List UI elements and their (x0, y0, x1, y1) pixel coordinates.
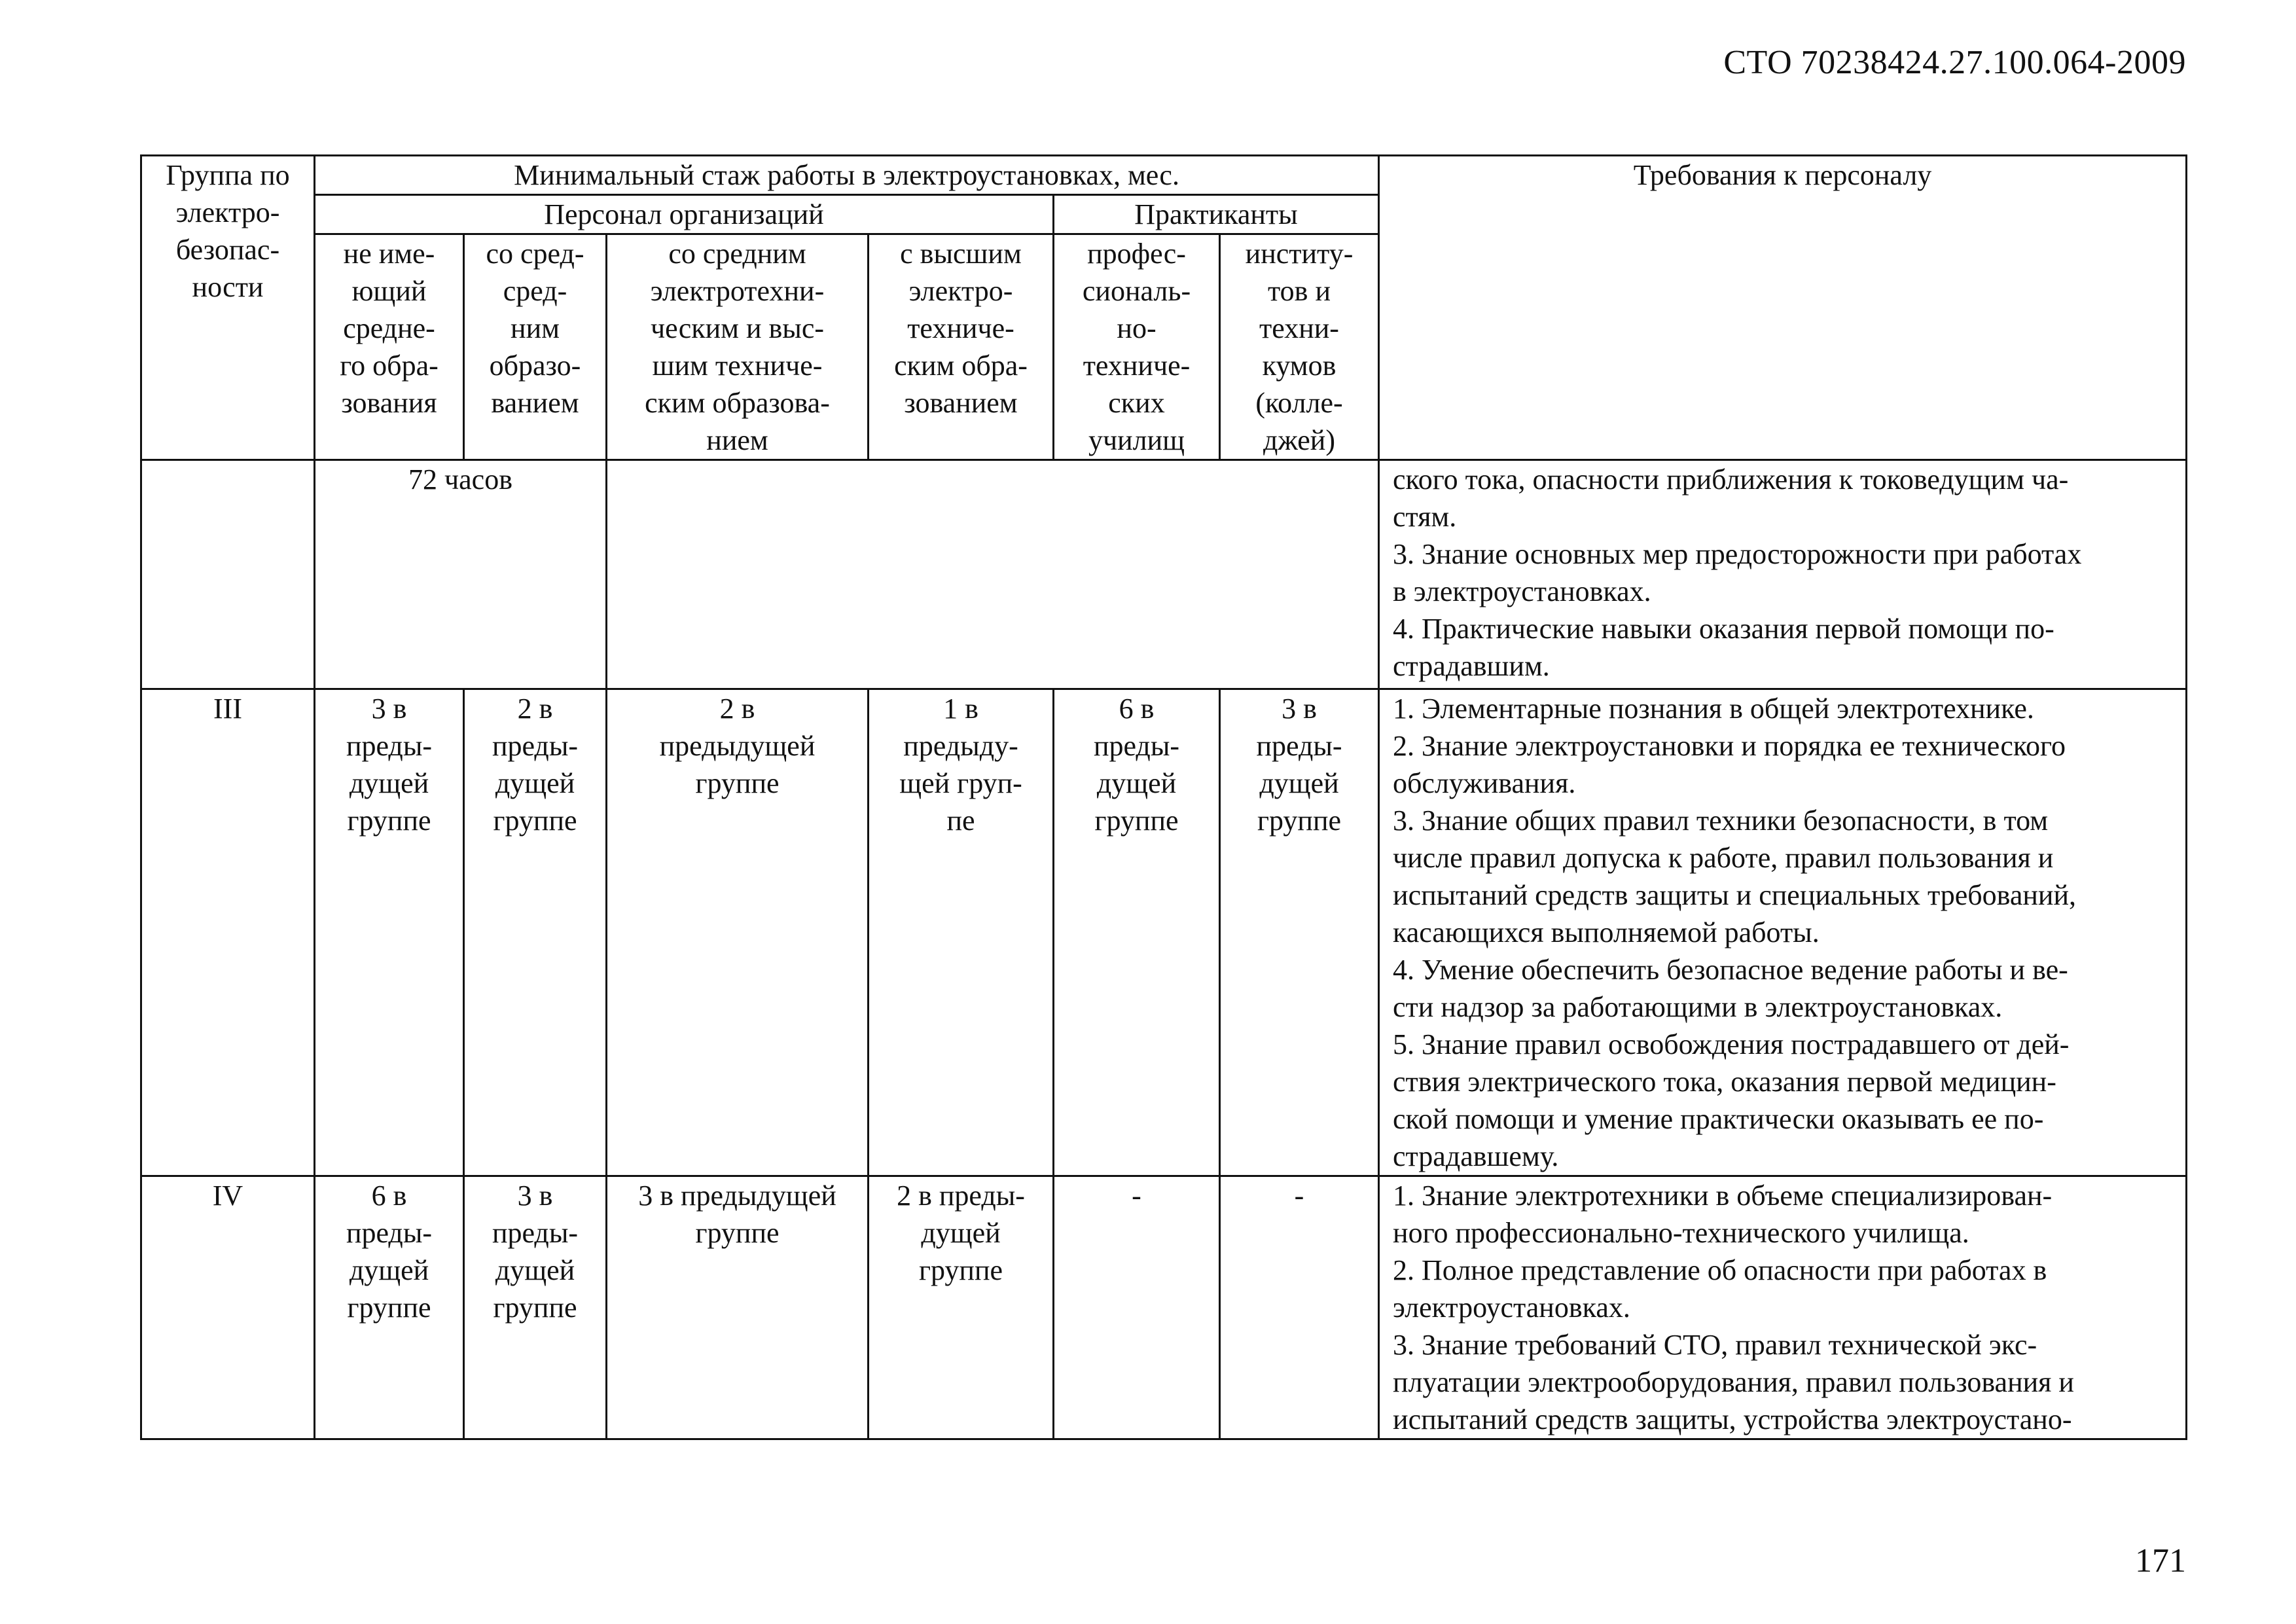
text-line: 4. Умение обеспечить безопасное ведение работы и ве- (1393, 954, 2068, 986)
experience-cell (607, 689, 869, 1176)
text-line: группе (347, 1291, 431, 1324)
text-line: сти надзор за работающими в электроустановках. (1393, 991, 2003, 1023)
text-line: страдавшим. (1393, 650, 1550, 682)
text-line: ским обра- (894, 350, 1028, 382)
experience-cell (1054, 1176, 1220, 1439)
text-line: группе (695, 767, 780, 799)
text-line: 3. Знание требований СТО, правил технической экс- (1393, 1329, 2037, 1361)
text-line: тов и (1268, 275, 1331, 307)
text-line: - (1294, 1180, 1304, 1212)
text-line: в электроустановках. (1393, 575, 1651, 607)
trainees-header: Практиканты (1054, 195, 1379, 234)
text-line: группе (347, 804, 431, 837)
text-line: 2 в (517, 693, 553, 725)
text-line: электротехни- (650, 275, 825, 307)
requirements-cell (1379, 689, 2187, 1176)
text-line: 4. Практические навыки оказания первой помощи по- (1393, 613, 2054, 645)
table-row (141, 460, 2187, 689)
page-number: 171 (2135, 1542, 2186, 1579)
text-line: сред- (503, 275, 567, 307)
text-line: испытаний средств защиты, устройства электроустано- (1393, 1403, 2072, 1435)
text-line: кумов (1262, 350, 1336, 382)
text-line: со средним (668, 238, 806, 270)
col-header-higher-tech (869, 234, 1054, 460)
text-line: преды- (492, 1217, 579, 1249)
group-column-header: Группа по электро- безопас- ности (141, 156, 315, 460)
col-header-no-secondary (315, 234, 464, 460)
text-line: ствия электрического тока, оказания первой медицин- (1393, 1066, 2056, 1098)
text-line: 3 в предыдущей (638, 1180, 836, 1212)
text-line: профес- (1087, 238, 1186, 270)
text-line: ских (1108, 387, 1165, 419)
experience-cell (607, 1176, 869, 1439)
experience-cell (464, 689, 607, 1176)
text-line: дущей (349, 767, 429, 799)
text-line: предыду- (903, 730, 1018, 762)
text-line: ской помощи и умение практически оказывать ее по- (1393, 1103, 2044, 1135)
col-header-secondary (464, 234, 607, 460)
text-line: электро- (908, 275, 1013, 307)
text-line: - (1132, 1180, 1141, 1212)
text-line: ческим и выс- (650, 312, 825, 344)
text-line: щей груп- (899, 767, 1022, 799)
text-line: 3 в (371, 693, 407, 725)
text-line: дущей (1096, 767, 1177, 799)
text-line: числе правил допуска к работе, правил пользования и (1393, 842, 2054, 874)
requirements-cell (1379, 460, 2187, 689)
text-line: дущей (349, 1254, 429, 1286)
requirements-header: Требования к персоналу (1379, 156, 2187, 460)
text-line: зованием (904, 387, 1018, 419)
text-line: 5. Знание правил освобождения пострадавшего от дей- (1393, 1028, 2070, 1060)
text-line: 3. Знание основных мер предосторожности при работах (1393, 538, 2082, 570)
org-staff-header: Персонал организаций (315, 195, 1054, 234)
text-line: преды- (492, 730, 579, 762)
text-line: 6 в (1119, 693, 1155, 725)
text-line: сиональ- (1082, 275, 1191, 307)
text-line: (колле- (1255, 387, 1343, 419)
text-line: образо- (489, 350, 581, 382)
text-line: го обра- (340, 350, 439, 382)
text-line: стям. (1393, 501, 1457, 533)
group-cell: IV (141, 1176, 315, 1439)
min-experience-header: Минимальный стаж работы в электроустановках, мес. (315, 156, 1379, 195)
text-line: 1. Знание электротехники в объеме специализирован- (1393, 1180, 2053, 1212)
text-line: дущей (921, 1217, 1001, 1249)
experience-cell (869, 1176, 1054, 1439)
experience-cell (869, 689, 1054, 1176)
text-line: преды- (1093, 730, 1180, 762)
text-line: ским образова- (645, 387, 830, 419)
experience-cell (1220, 1176, 1379, 1439)
text-line: ского тока, опасности приближения к токоведущим ча- (1393, 463, 2069, 496)
text-line: зования (341, 387, 437, 419)
group-cell (141, 460, 315, 689)
text-line: дущей (495, 1254, 575, 1286)
text-line: с высшим (900, 238, 1022, 270)
experience-cell (1054, 689, 1220, 1176)
text-line: обслуживания. (1393, 767, 1576, 799)
text-line: техниче- (907, 312, 1014, 344)
empty-cell (607, 460, 1379, 689)
text-line: предыдущей (659, 730, 816, 762)
text-line: страдавшему. (1393, 1140, 1559, 1172)
experience-cell (315, 689, 464, 1176)
text-line: 3. Знание общих правил техники безопасности, в том (1393, 804, 2049, 837)
text-line: преды- (1256, 730, 1342, 762)
text-line: 1. Элементарные познания в общей электротехнике. (1393, 693, 2034, 725)
text-line: ванием (491, 387, 579, 419)
text-line: преды- (346, 1217, 433, 1249)
experience-cell (1220, 689, 1379, 1176)
text-line: техниче- (1083, 350, 1191, 382)
text-line: 3 в (517, 1180, 553, 1212)
text-line: ного профессионально-технического училища. (1393, 1217, 1969, 1249)
text-line: 3 в (1282, 693, 1317, 725)
text-line: 6 в (371, 1180, 407, 1212)
text-line: но- (1117, 312, 1157, 344)
text-line: группе (918, 1254, 1003, 1286)
text-line: 1 в (943, 693, 978, 725)
experience-cell (464, 1176, 607, 1439)
text-line: джей) (1263, 424, 1335, 456)
text-line: 2. Полное представление об опасности при работах в (1393, 1254, 2047, 1286)
text-line: группе (1094, 804, 1179, 837)
text-line: касающихся выполняемой работы. (1393, 916, 1820, 948)
text-line: группе (695, 1217, 780, 1249)
text-line: нием (706, 424, 768, 456)
text-line: не име- (343, 238, 435, 270)
text-line: плуатации электрооборудования, правил пользования и (1393, 1366, 2074, 1398)
text-line: ним (511, 312, 560, 344)
experience-merged-cell: 72 часов (315, 460, 607, 689)
experience-cell (315, 1176, 464, 1439)
text-line: училищ (1088, 424, 1185, 456)
table-row (141, 689, 2187, 1176)
text-line: 2 в преды- (897, 1180, 1025, 1212)
col-header-secondary-tech (607, 234, 869, 460)
group-cell: III (141, 689, 315, 1176)
text-line: группе (493, 804, 577, 837)
text-line: электроустановках. (1393, 1291, 1630, 1324)
text-line: дущей (495, 767, 575, 799)
text-line: со сред- (486, 238, 584, 270)
table-row (141, 1176, 2187, 1439)
text-line: группе (1257, 804, 1342, 837)
text-line: шим техниче- (652, 350, 823, 382)
document-code: СТО 70238424.27.100.064-2009 (1723, 44, 2186, 81)
text-line: группе (493, 1291, 577, 1324)
text-line: средне- (343, 312, 435, 344)
text-line: преды- (346, 730, 433, 762)
text-line: институ- (1245, 238, 1354, 270)
col-header-vocational (1054, 234, 1220, 460)
col-header-institutes (1220, 234, 1379, 460)
header-row-1 (141, 156, 2187, 195)
qualification-table (140, 154, 2187, 1440)
text-line: ющий (351, 275, 427, 307)
requirements-cell (1379, 1176, 2187, 1439)
text-line: техни- (1259, 312, 1339, 344)
text-line: испытаний средств защиты и специальных требований, (1393, 879, 2077, 911)
text-line: 2. Знание электроустановки и порядка ее технического (1393, 730, 2066, 762)
text-line: 2 в (719, 693, 755, 725)
text-line: пе (946, 804, 975, 837)
text-line: дущей (1259, 767, 1339, 799)
